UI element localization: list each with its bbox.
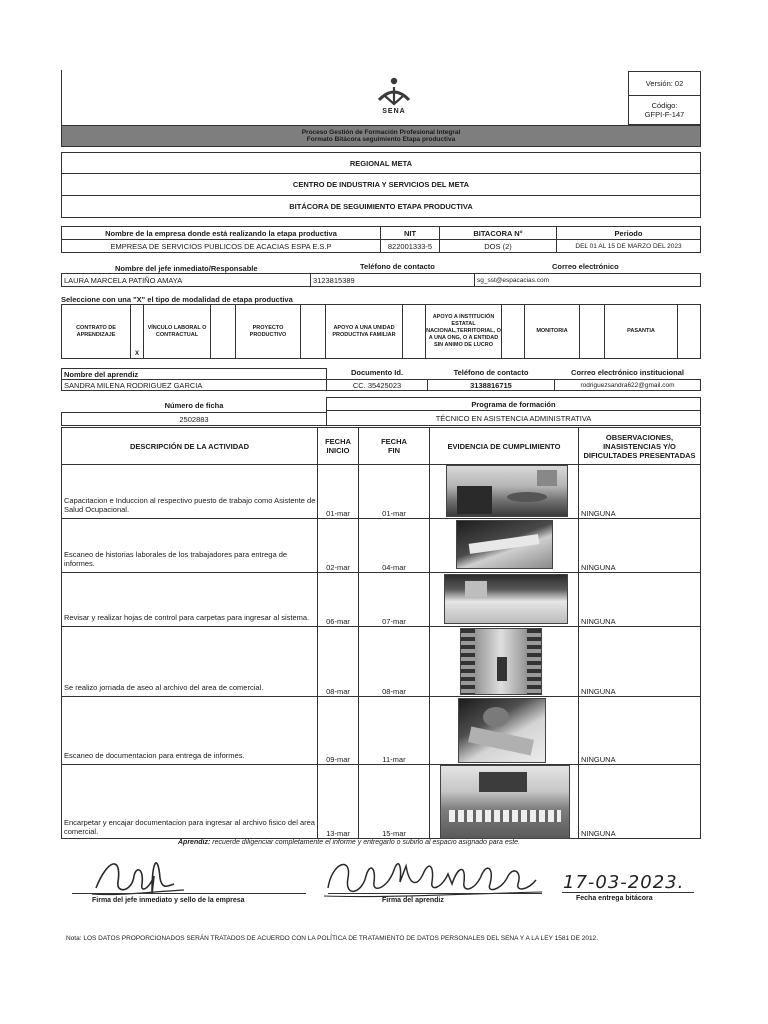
version-text: Versión: 02 xyxy=(645,79,684,88)
delivery-date-handwritten: 17-03-2023. xyxy=(563,872,685,893)
version-cell xyxy=(628,71,701,96)
table-row-5-observation: NINGUNA xyxy=(578,696,701,765)
modality-option-4: APOYO A UNA UNIDAD PRODUCTIVA FAMILIAR xyxy=(325,304,403,359)
nit-value: 822001333-5 xyxy=(380,239,440,253)
program-label: Programa de formación xyxy=(326,397,701,411)
table-row-3-observation: NINGUNA xyxy=(578,572,701,627)
col-description-header: DESCRIPCIÓN DE LA ACTIVIDAD xyxy=(61,427,318,465)
table-row-4-start: 08-mar xyxy=(317,626,359,697)
nit-label: NIT xyxy=(380,226,440,240)
modality-option-2: VÍNCULO LABORAL O CONTRACTUAL xyxy=(143,304,211,359)
apprentice-email-value: rodriguezsandra622@gmail.com xyxy=(554,379,701,391)
apprentice-signature-line xyxy=(328,893,542,894)
code-label: Código: xyxy=(651,101,678,110)
boss-email-value: sg_sst@espacacias.com xyxy=(474,273,701,287)
table-row-2-description: Escaneo de historias laborales de los trabajadores para entrega de informes. xyxy=(61,518,318,573)
modality-option-1-checkbox[interactable]: X xyxy=(130,304,144,359)
code-cell xyxy=(628,95,701,125)
program-value: TÉCNICO EN ASISTENCIA ADMINISTRATIVA xyxy=(326,410,701,426)
table-row-6-start: 13-mar xyxy=(317,764,359,839)
table-row-6-observation: NINGUNA xyxy=(578,764,701,839)
boss-phone-value: 3123815389 xyxy=(310,273,475,287)
ficha-label: Número de ficha xyxy=(164,400,224,410)
modality-option-7-checkbox[interactable] xyxy=(677,304,701,359)
modality-option-3-checkbox[interactable] xyxy=(300,304,326,359)
col-start-header: FECHA INICIO xyxy=(317,427,359,465)
table-row-1-start: 01-mar xyxy=(317,464,359,519)
company-name-label: Nombre de la empresa donde está realizando la etapa productiva xyxy=(61,226,381,240)
table-row-3-start: 06-mar xyxy=(317,572,359,627)
table-row-5-start: 09-mar xyxy=(317,696,359,765)
bitacora-title-text: BITÁCORA DE SEGUIMIENTO ETAPA PRODUCTIVA xyxy=(289,202,473,211)
modality-option-2-checkbox[interactable] xyxy=(210,304,236,359)
apprentice-email-label: Correo electrónico institucional xyxy=(571,367,684,377)
modality-option-6: MONITORIA xyxy=(524,304,580,359)
evidence-photo-2 xyxy=(456,520,553,569)
table-row-6-description: Encarpetar y encajar documentacion para ingresar al archivo fisico del area comercial. xyxy=(61,764,318,839)
modality-option-1: CONTRATO DE APRENDIZAJE xyxy=(61,304,131,359)
ficha-value: 2502883 xyxy=(61,412,327,426)
table-row-4-description: Se realizo jornada de aseo al archivo del area de comercial. xyxy=(61,626,318,697)
modality-prompt: Seleccione con una "X" el tipo de modalidad de etapa productiva xyxy=(61,295,293,304)
apprentice-doc-label: Documento Id. xyxy=(350,367,404,377)
bitacora-number-label: BITACORA N° xyxy=(439,226,557,240)
apprentice-phone-label: Teléfono de contacto xyxy=(453,367,529,377)
delivery-date-line xyxy=(562,892,694,893)
evidence-photo-6 xyxy=(440,765,570,839)
table-row-1-description: Capacitacion e Induccion al respectivo puesto de trabajo como Asistente de Salud Ocupacional. xyxy=(61,464,318,519)
col-end-header: FECHA FIN xyxy=(358,427,430,465)
boss-signature-label: Firma del jefe inmediato y sello de la empresa xyxy=(92,897,245,904)
center-row xyxy=(61,173,701,196)
apprentice-phone-value: 3138816715 xyxy=(427,379,555,391)
col-observations-header: OBSERVACIONES, INASISTENCIAS Y/O DIFICULTADES PRESENTADAS xyxy=(578,427,701,465)
table-row-2-observation: NINGUNA xyxy=(578,518,701,573)
boss-email-label: Correo electrónico xyxy=(552,262,619,271)
regional-row xyxy=(61,152,701,174)
modality-option-4-checkbox[interactable] xyxy=(402,304,426,359)
apprentice-signature-label: Firma del aprendiz xyxy=(382,897,444,904)
company-name-value: EMPRESA DE SERVICIOS PUBLICOS DE ACACIAS ESPA E.S.P xyxy=(61,239,381,253)
boss-phone-label: Teléfono de contacto xyxy=(360,262,435,271)
format-title: Formato Bitácora seguimiento Etapa productiva xyxy=(306,136,456,143)
bitacora-number-value: DOS (2) xyxy=(439,239,557,253)
table-row-2-start: 02-mar xyxy=(317,518,359,573)
evidence-photo-4 xyxy=(460,628,542,695)
period-label: Periodo xyxy=(556,226,701,240)
modality-option-3: PROYECTO PRODUCTIVO xyxy=(235,304,301,359)
table-row-2-end: 04-mar xyxy=(358,518,430,573)
modality-option-7: PASANTIA xyxy=(604,304,678,359)
modality-option-6-checkbox[interactable] xyxy=(579,304,605,359)
table-row-6-end: 15-mar xyxy=(358,764,430,839)
reminder-text: Aprendiz: recuerde diligenciar completamente el informe y entregarlo o subirlo al espacio asignado para este. xyxy=(178,839,521,846)
table-row-4-end: 08-mar xyxy=(358,626,430,697)
center-text: CENTRO DE INDUSTRIA Y SERVICIOS DEL META xyxy=(292,180,470,189)
period-value: DEL 01 AL 15 DE MARZO DEL 2023 xyxy=(556,239,701,253)
boss-signature-line xyxy=(72,893,306,894)
apprentice-name-value: SANDRA MILENA RODRIGUEZ GARCIA xyxy=(61,379,327,391)
boss-name-label: Nombre del jefe inmediato/Responsable xyxy=(115,264,258,273)
delivery-date-label: Fecha entrega bitácora xyxy=(576,895,653,902)
code-value: GFPI-F-147 xyxy=(644,110,685,119)
table-row-3-description: Revisar y realizar hojas de control para carpetas para ingresar al sistema. xyxy=(61,572,318,627)
apprentice-doc-value: CC. 35425023 xyxy=(326,379,428,391)
sena-logo xyxy=(371,74,417,120)
logo-text: SENA xyxy=(382,108,406,115)
table-row-5-description: Escaneo de documentacion para entrega de informes. xyxy=(61,696,318,765)
privacy-note: Nota: LOS DATOS PROPORCIONADOS SERÁN TRATADOS DE ACUERDO CON LA POLÍTICA DE TRATAMIENTO DE DATOS PERSONALES DEL SENA Y A LA LEY 1581 DE 2012. xyxy=(66,935,598,942)
regional-text: REGIONAL META xyxy=(349,158,413,168)
bitacora-title-row xyxy=(61,195,701,218)
col-evidence-header: EVIDENCIA DE CUMPLIMIENTO xyxy=(429,427,579,465)
table-row-4-observation: NINGUNA xyxy=(578,626,701,697)
modality-option-5-checkbox[interactable] xyxy=(501,304,525,359)
evidence-photo-5 xyxy=(458,698,546,763)
table-row-3-end: 07-mar xyxy=(358,572,430,627)
table-row-1-end: 01-mar xyxy=(358,464,430,519)
boss-name-value: LAURA MARCELA PATIÑO AMAYA xyxy=(61,273,311,287)
evidence-photo-3 xyxy=(444,574,568,624)
process-title: Proceso Gestión de Formación Profesional Integral xyxy=(301,129,461,136)
table-row-5-end: 11-mar xyxy=(358,696,430,765)
apprentice-name-label: Nombre del aprendiz xyxy=(61,368,327,380)
modality-option-5: APOYO A INSTITUCIÓN ESTATAL NACIONAL,TERRITORIAL, O A UNA ONG, O A ENTIDAD SIN ANIMO DE LUCRO xyxy=(425,304,502,359)
evidence-photo-1 xyxy=(446,465,568,517)
process-band xyxy=(61,125,701,147)
table-row-1-observation: NINGUNA xyxy=(578,464,701,519)
